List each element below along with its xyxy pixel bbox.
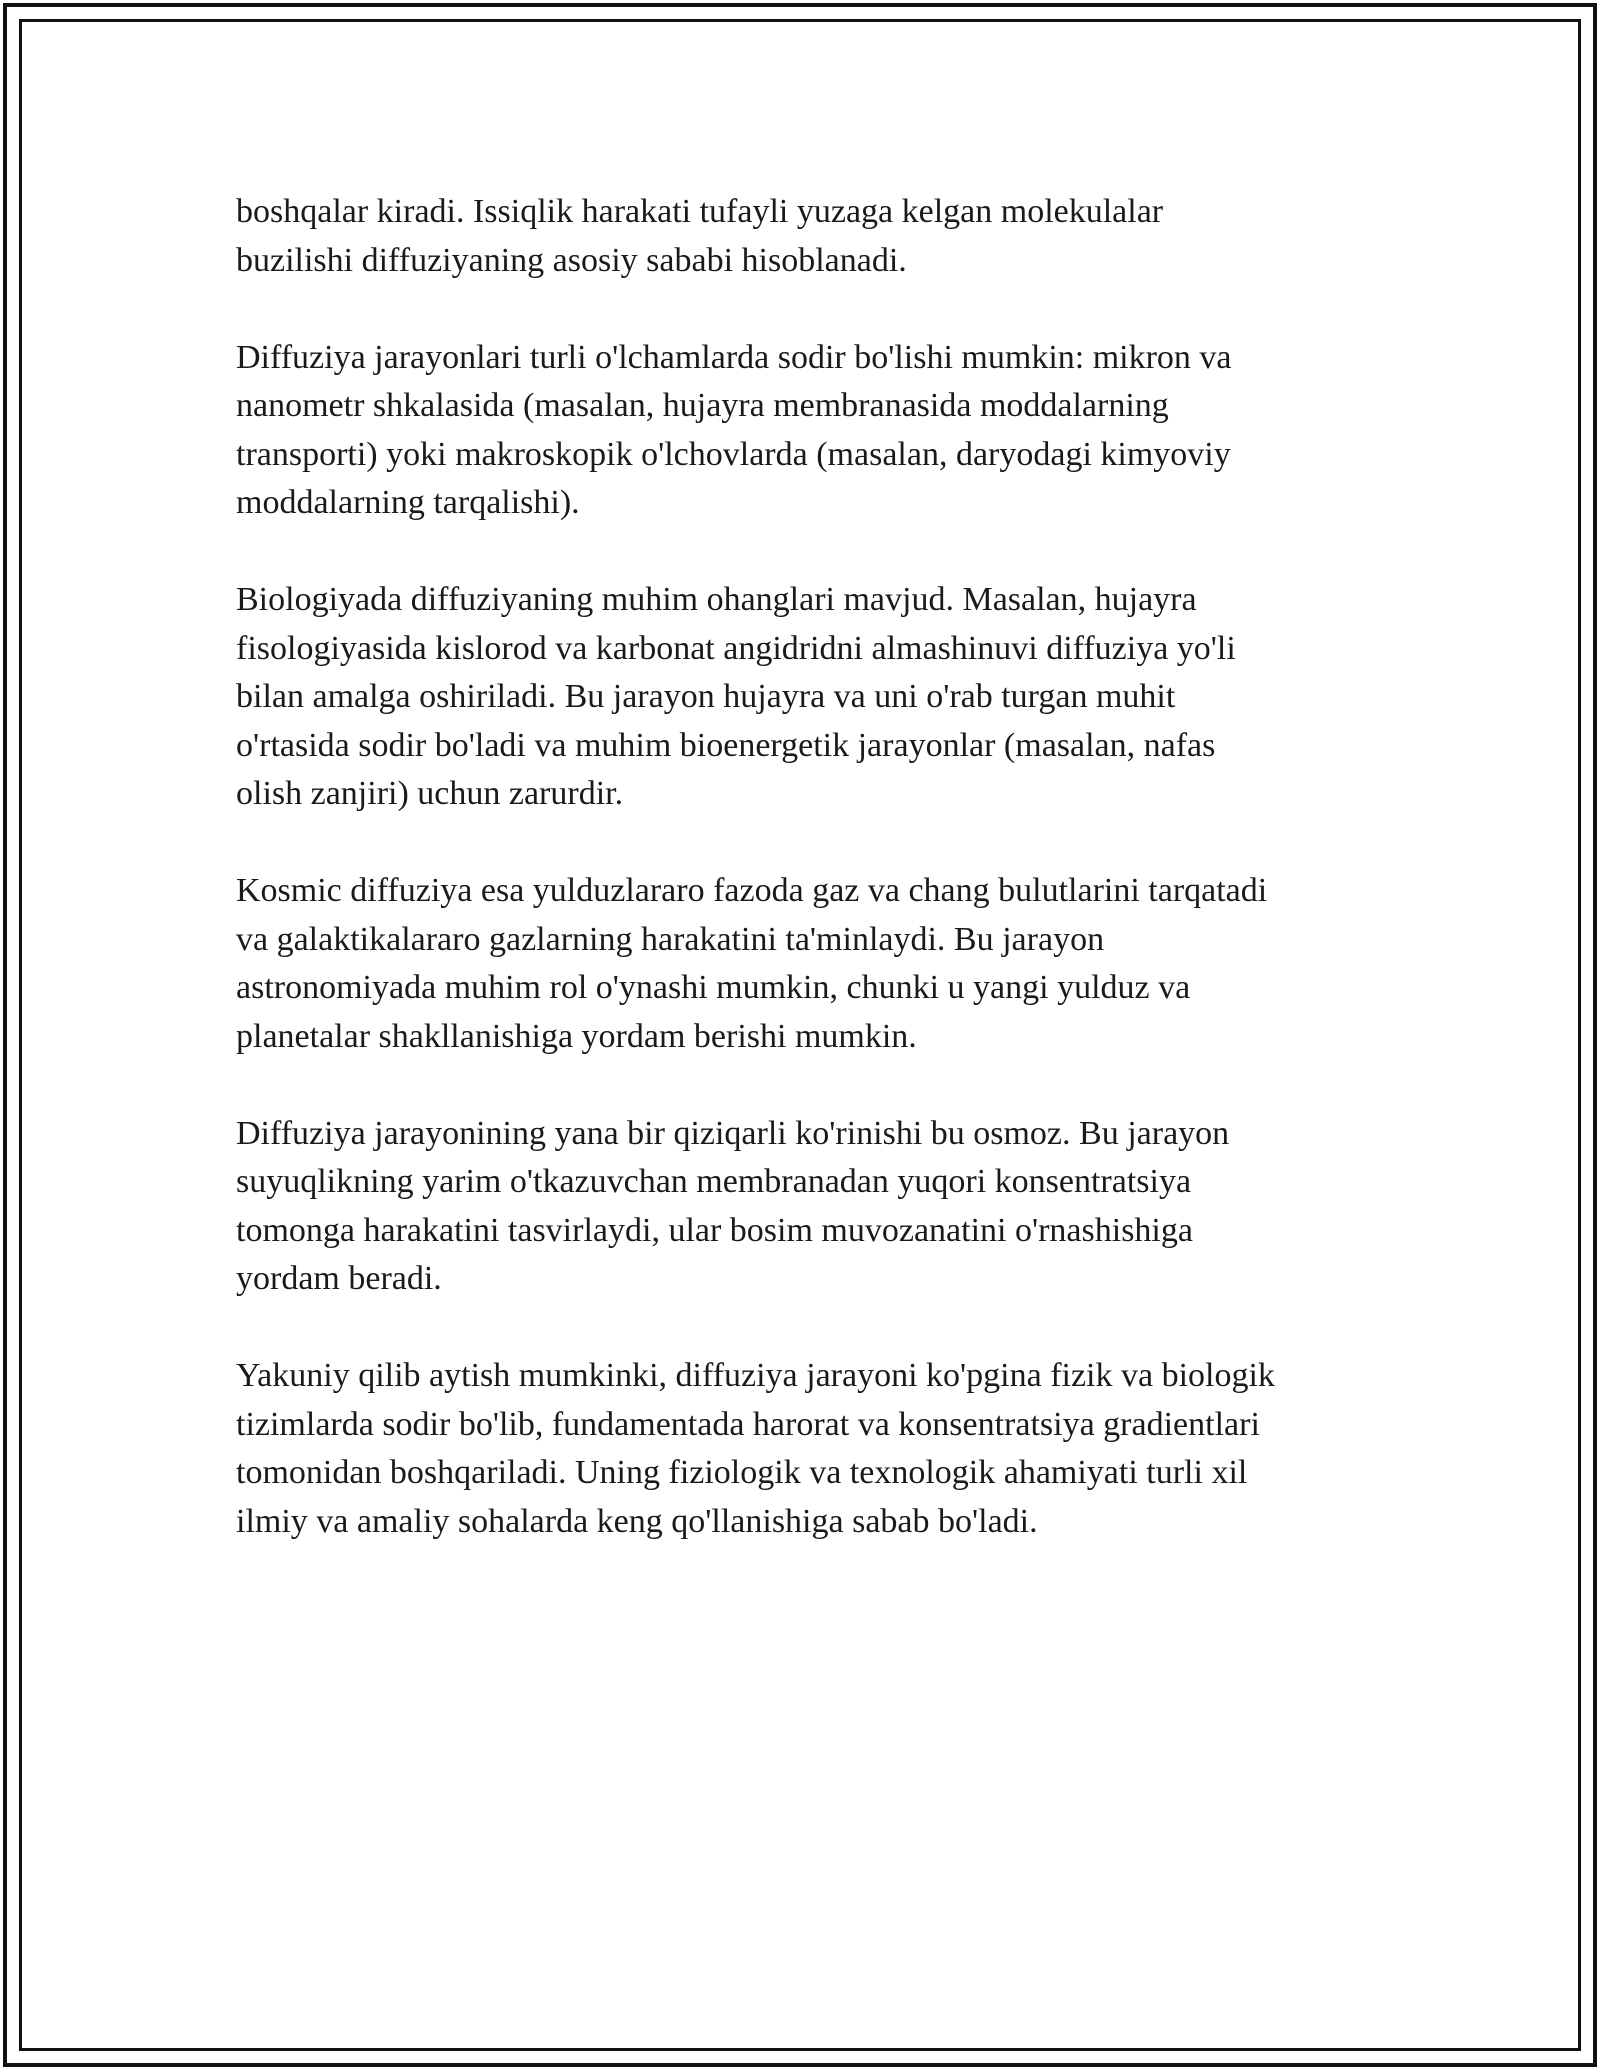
paragraph-1: boshqalar kiradi. Issiqlik harakati tufayli yuzaga kelgan molekulalar buzilishi diffuziyaning asosiy sababi hisoblanadi. (236, 193, 1164, 279)
paragraph-4: Kosmic diffuziya esa yulduzlararo fazoda gaz va chang bulutlarini tarqatadi va galaktikalararo gazlarning harakatini ta'minlaydi. Bu jarayon astronomiyada muhim rol o'ynashi mumkin, chunki u yangi yulduz va planetalar shakllanishiga yordam berishi mumkin. (236, 872, 1268, 1055)
document-body (236, 188, 1386, 1595)
paragraph-2: Diffuziya jarayonlari turli o'lchamlarda sodir bo'lishi mumkin: mikron va nanometr shkalasida (masalan, hujayra membranasida moddalarning transporti) yoki makroskopik o'lchovlarda (masalan, daryodagi kimyoviy moddalarning tarqalishi). (236, 338, 1232, 521)
paragraph-5: Diffuziya jarayonining yana bir qiziqarli ko'rinishi bu osmoz. Bu jarayon suyuqlikning yarim o'tkazuvchan membranadan yuqori konsentratsiya tomonga harakatini tasvirlaydi, ular bosim muvozanatini o'rnashishiga yordam beradi. (236, 1114, 1230, 1297)
paragraph-6: Yakuniy qilib aytish mumkinki, diffuziya jarayoni ko'pgina fizik va biologik tizimlarda sodir bo'lib, fundamentada harorat va konsentratsiya gradientlari tomonidan boshqariladi. Uning fiziologik va texnologik ahamiyati turli xil ilmiy va amaliy sohalarda keng qo'llanishiga sabab bo'ladi. (236, 1357, 1275, 1540)
paragraph-3: Biologiyada diffuziyaning muhim ohanglari mavjud. Masalan, hujayra fisologiyasida kislorod va karbonat angidridni almashinuvi diffuziya yo'li bilan amalga oshiriladi. Bu jarayon hujayra va uni o'rab turgan muhit o'rtasida sodir bo'ladi va muhim bioenergetik jarayonlar (masalan, nafas olish zanjiri) uchun zarurdir. (236, 581, 1236, 812)
